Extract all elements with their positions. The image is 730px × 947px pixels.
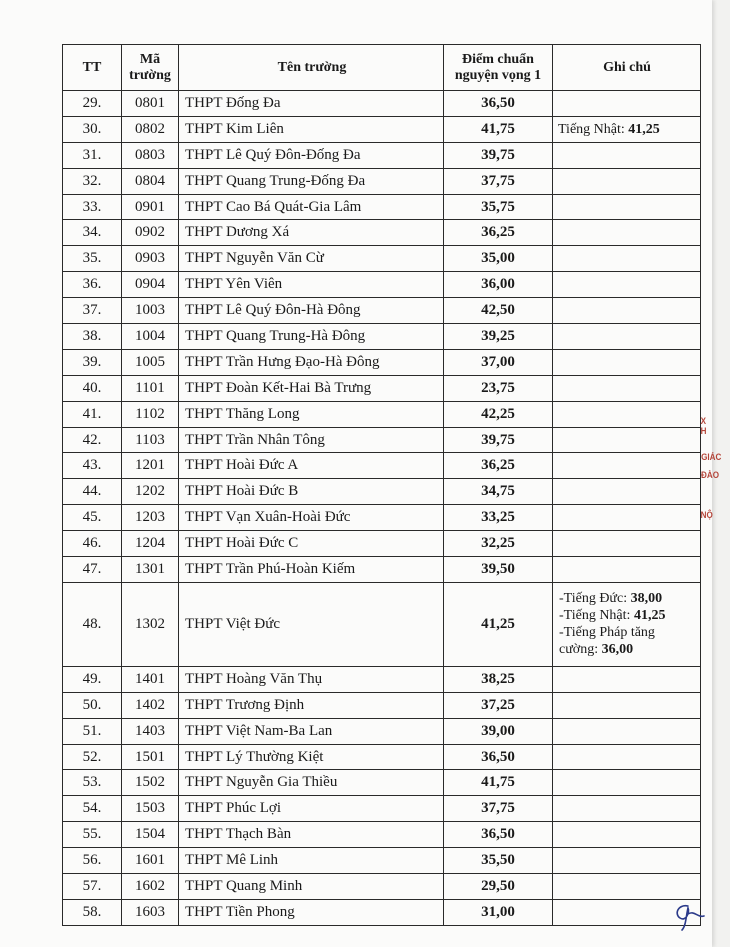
table-row: [63, 531, 701, 557]
note-cell: [553, 246, 701, 272]
school-name: THPT Yên Viên: [179, 272, 444, 298]
school-name: THPT Hoài Đức B: [179, 479, 444, 505]
school-code: 1003: [122, 298, 179, 324]
school-name: THPT Hoài Đức C: [179, 531, 444, 557]
row-index: 36.: [63, 272, 122, 298]
school-name: THPT Lê Quý Đôn-Đống Đa: [179, 142, 444, 168]
row-index: 54.: [63, 796, 122, 822]
score-value: 37,25: [444, 692, 553, 718]
score-value: 41,75: [444, 770, 553, 796]
note-cell: [553, 453, 701, 479]
row-index: 34.: [63, 220, 122, 246]
school-name: THPT Việt Đức: [179, 582, 444, 666]
school-name: THPT Lê Quý Đôn-Hà Đông: [179, 298, 444, 324]
table-row: [63, 770, 701, 796]
school-code: 1603: [122, 899, 179, 925]
header-school-code: Mã trường: [122, 45, 179, 91]
row-index: 51.: [63, 718, 122, 744]
school-code: 1005: [122, 349, 179, 375]
school-name: THPT Trần Nhân Tông: [179, 427, 444, 453]
score-value: 35,75: [444, 194, 553, 220]
row-index: 32.: [63, 168, 122, 194]
score-value: 31,00: [444, 899, 553, 925]
table-row: [63, 401, 701, 427]
note-cell: [553, 848, 701, 874]
score-value: 32,25: [444, 531, 553, 557]
school-code: 1503: [122, 796, 179, 822]
school-name: THPT Dương Xá: [179, 220, 444, 246]
score-value: 42,50: [444, 298, 553, 324]
score-value: 36,00: [444, 272, 553, 298]
note-cell: [553, 142, 701, 168]
school-code: 1501: [122, 744, 179, 770]
table-row: [63, 298, 701, 324]
row-index: 57.: [63, 874, 122, 900]
table-row: [63, 479, 701, 505]
score-value: 41,25: [444, 582, 553, 666]
school-code: 1504: [122, 822, 179, 848]
note-cell: [553, 479, 701, 505]
school-code: 1102: [122, 401, 179, 427]
table-row: [63, 718, 701, 744]
note-cell: [553, 324, 701, 350]
school-name: THPT Vạn Xuân-Hoài Đức: [179, 505, 444, 531]
row-index: 50.: [63, 692, 122, 718]
school-name: THPT Trương Định: [179, 692, 444, 718]
handwritten-initial-signature: [668, 900, 708, 934]
school-code: 1203: [122, 505, 179, 531]
school-name: THPT Trần Phú-Hoàn Kiếm: [179, 557, 444, 583]
school-name: THPT Nguyễn Văn Cừ: [179, 246, 444, 272]
row-index: 44.: [63, 479, 122, 505]
table-row: [63, 582, 701, 666]
note-cell: [553, 796, 701, 822]
table-row: [63, 349, 701, 375]
header-score: Điểm chuẩn nguyện vọng 1: [444, 45, 553, 91]
note-cell: [553, 666, 701, 692]
row-index: 53.: [63, 770, 122, 796]
table-row: [63, 246, 701, 272]
row-index: 46.: [63, 531, 122, 557]
score-value: 36,25: [444, 220, 553, 246]
score-value: 37,00: [444, 349, 553, 375]
school-name: THPT Hoài Đức A: [179, 453, 444, 479]
table-row: [63, 848, 701, 874]
row-index: 30.: [63, 116, 122, 142]
school-code: 1301: [122, 557, 179, 583]
score-value: 34,75: [444, 479, 553, 505]
table-row: [63, 272, 701, 298]
note-line: [559, 590, 696, 607]
row-index: 29.: [63, 91, 122, 117]
header-note: Ghi chú: [553, 45, 701, 91]
table-body: [63, 91, 701, 926]
school-name: THPT Trần Hưng Đạo-Hà Đông: [179, 349, 444, 375]
note-cell: [553, 116, 701, 142]
school-code: 1401: [122, 666, 179, 692]
score-value: 39,75: [444, 427, 553, 453]
table-row: [63, 375, 701, 401]
note-cell: [553, 401, 701, 427]
table-row: [63, 557, 701, 583]
school-name: THPT Nguyễn Gia Thiều: [179, 770, 444, 796]
school-name: THPT Lý Thường Kiệt: [179, 744, 444, 770]
table-row: [63, 796, 701, 822]
row-index: 58.: [63, 899, 122, 925]
school-code: 0904: [122, 272, 179, 298]
score-value: 33,25: [444, 505, 553, 531]
admission-score-table: [62, 44, 701, 926]
note-cell: [553, 505, 701, 531]
note-cell: [553, 770, 701, 796]
row-index: 52.: [63, 744, 122, 770]
school-code: 0804: [122, 168, 179, 194]
note-cell: [553, 718, 701, 744]
table-row: [63, 142, 701, 168]
school-code: 0801: [122, 91, 179, 117]
school-code: 0902: [122, 220, 179, 246]
note-cell: [553, 91, 701, 117]
school-code: 0802: [122, 116, 179, 142]
school-code: 1202: [122, 479, 179, 505]
score-value: 35,50: [444, 848, 553, 874]
table-row: [63, 692, 701, 718]
note-cell: [553, 557, 701, 583]
row-index: 33.: [63, 194, 122, 220]
school-code: 1502: [122, 770, 179, 796]
school-name: THPT Thăng Long: [179, 401, 444, 427]
school-code: 1302: [122, 582, 179, 666]
table-row: [63, 168, 701, 194]
school-code: 1004: [122, 324, 179, 350]
row-index: 40.: [63, 375, 122, 401]
note-value: 41,25: [628, 121, 660, 137]
school-code: 1402: [122, 692, 179, 718]
school-name: THPT Cao Bá Quát-Gia Lâm: [179, 194, 444, 220]
row-index: 55.: [63, 822, 122, 848]
note-cell: [553, 582, 701, 666]
table-row: [63, 899, 701, 925]
score-value: 39,75: [444, 142, 553, 168]
school-name: THPT Đống Đa: [179, 91, 444, 117]
school-name: THPT Đoàn Kết-Hai Bà Trưng: [179, 375, 444, 401]
table-row: [63, 324, 701, 350]
row-index: 37.: [63, 298, 122, 324]
table-row: [63, 505, 701, 531]
school-code: 1602: [122, 874, 179, 900]
school-name: THPT Mê Linh: [179, 848, 444, 874]
table-row: [63, 91, 701, 117]
side-stamp-mark: X H: [700, 416, 707, 436]
school-name: THPT Phúc Lợi: [179, 796, 444, 822]
table-row: [63, 116, 701, 142]
table-row: [63, 666, 701, 692]
school-code: 0903: [122, 246, 179, 272]
side-stamp-mark: GIÁC: [701, 452, 722, 462]
row-index: 41.: [63, 401, 122, 427]
school-name: THPT Quang Trung-Hà Đông: [179, 324, 444, 350]
school-name: THPT Quang Minh: [179, 874, 444, 900]
table-row: [63, 822, 701, 848]
table-row: [63, 427, 701, 453]
note-line: [559, 624, 696, 658]
note-label: Tiếng Nhật:: [558, 121, 629, 137]
note-label: -Tiếng Đức:: [559, 591, 631, 607]
row-index: 48.: [63, 582, 122, 666]
side-stamp-mark: NỘ: [700, 510, 713, 520]
score-value: 39,25: [444, 324, 553, 350]
note-cell: [553, 531, 701, 557]
row-index: 56.: [63, 848, 122, 874]
row-index: 42.: [63, 427, 122, 453]
row-index: 45.: [63, 505, 122, 531]
note-value: 41,25: [633, 608, 666, 624]
note-cell: [553, 822, 701, 848]
school-code: 0901: [122, 194, 179, 220]
table-row: [63, 220, 701, 246]
table-row: [63, 744, 701, 770]
table-row: [63, 453, 701, 479]
note-cell: [553, 220, 701, 246]
score-value: 36,50: [444, 91, 553, 117]
score-value: 36,50: [444, 822, 553, 848]
score-value: 39,50: [444, 557, 553, 583]
note-label: -Tiếng Pháp tăng cường:: [559, 625, 655, 658]
note-cell: [553, 874, 701, 900]
score-value: 36,25: [444, 453, 553, 479]
row-index: 43.: [63, 453, 122, 479]
school-name: THPT Kim Liên: [179, 116, 444, 142]
score-value: 38,25: [444, 666, 553, 692]
row-index: 47.: [63, 557, 122, 583]
school-code: 1101: [122, 375, 179, 401]
note-cell: [553, 168, 701, 194]
table-row: [63, 874, 701, 900]
row-index: 31.: [63, 142, 122, 168]
school-name: THPT Quang Trung-Đống Đa: [179, 168, 444, 194]
school-code: 1601: [122, 848, 179, 874]
note-cell: [553, 375, 701, 401]
school-code: 1201: [122, 453, 179, 479]
row-index: 49.: [63, 666, 122, 692]
note-line: [559, 607, 696, 624]
score-value: 37,75: [444, 168, 553, 194]
score-value: 42,25: [444, 401, 553, 427]
table-row: [63, 194, 701, 220]
side-stamp-mark: ĐÀO: [701, 470, 719, 480]
note-value: 36,00: [601, 642, 634, 658]
note-value: 38,00: [630, 591, 663, 607]
school-code: 1103: [122, 427, 179, 453]
note-cell: [553, 298, 701, 324]
school-code: 0803: [122, 142, 179, 168]
score-value: 41,75: [444, 116, 553, 142]
row-index: 39.: [63, 349, 122, 375]
header-school-name: Tên trường: [179, 45, 444, 91]
score-value: 36,50: [444, 744, 553, 770]
row-index: 38.: [63, 324, 122, 350]
note-label: -Tiếng Nhật:: [559, 608, 634, 624]
note-cell: [553, 744, 701, 770]
note-cell: [553, 349, 701, 375]
score-value: 29,50: [444, 874, 553, 900]
school-name: THPT Việt Nam-Ba Lan: [179, 718, 444, 744]
score-value: 35,00: [444, 246, 553, 272]
school-code: 1403: [122, 718, 179, 744]
score-value: 23,75: [444, 375, 553, 401]
score-value: 39,00: [444, 718, 553, 744]
note-cell: [553, 272, 701, 298]
school-code: 1204: [122, 531, 179, 557]
note-cell: [553, 194, 701, 220]
note-cell: [553, 692, 701, 718]
row-index: 35.: [63, 246, 122, 272]
score-value: 37,75: [444, 796, 553, 822]
note-cell: [553, 427, 701, 453]
header-tt: TT: [63, 45, 122, 91]
school-name: THPT Thạch Bàn: [179, 822, 444, 848]
table-header-row: [63, 45, 701, 91]
school-name: THPT Hoàng Văn Thụ: [179, 666, 444, 692]
school-name: THPT Tiền Phong: [179, 899, 444, 925]
